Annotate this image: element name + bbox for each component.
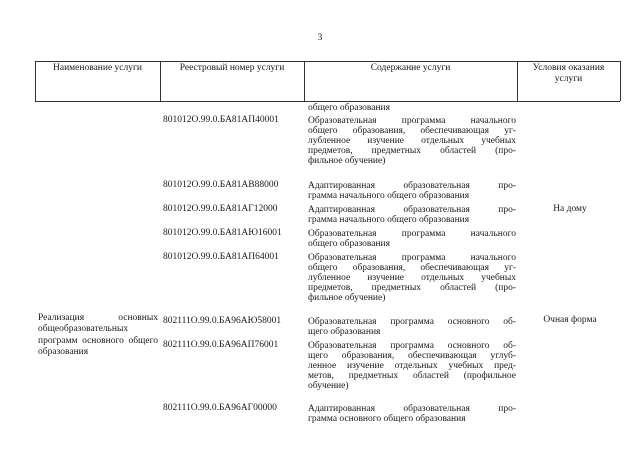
service-content-line: лубленное изучение отдельных учебных: [308, 135, 516, 146]
service-content: [308, 404, 516, 424]
header-top-border: [35, 61, 620, 62]
registry-number: 802111О.99.0.БА96АП76001: [163, 340, 279, 350]
header-conditions: [517, 63, 620, 85]
service-content: [308, 229, 516, 249]
service-content-line: Адаптированная образовательная про-: [308, 403, 516, 414]
registry-number: 801012О.99.0.БА81АП40001: [163, 115, 279, 125]
service-content: [308, 253, 516, 304]
service-content: [308, 341, 516, 392]
header-service-name: Наименование услуги: [53, 63, 142, 73]
service-content-line: лубленное изучение отдельных учебных: [308, 272, 516, 283]
service-content-line: грамма основного общего образования: [308, 413, 466, 424]
service-content-line: грамма начального общего образования: [308, 190, 470, 201]
service-name: Реализация основных общеобразовательных программ основного общего образования: [38, 313, 158, 357]
service-content-line: Образовательная программа начального: [308, 115, 516, 126]
header-divider: [620, 61, 621, 101]
service-content: [308, 181, 516, 201]
service-content-line: щего образования, обеспечивающая углуб-: [308, 350, 516, 361]
service-content-line: общего образования: [308, 238, 391, 249]
service-content-line: Адаптированная образовательная про-: [308, 204, 516, 215]
registry-number: 802111О.99.0.БА96АЮ58001: [163, 316, 282, 326]
service-content-line: Образовательная программа начального: [308, 228, 516, 239]
condition-full-time: Очная форма: [543, 315, 597, 325]
service-content-line: Адаптированная образовательная про-: [308, 180, 516, 191]
service-content-line: ленное изучение отдельных учебных пред-: [308, 360, 516, 371]
service-content-line: щего образования: [308, 326, 381, 337]
service-content-line: общего образования, обеспечивающая уг-: [308, 125, 516, 136]
header-bottom-border: [35, 101, 620, 102]
service-content-line: Образовательная программа начального: [308, 252, 516, 263]
header-conditions-line1: Условия оказания: [532, 63, 605, 73]
registry-number: 801012О.99.0.БА81АЮ16001: [163, 228, 282, 238]
service-content: [308, 317, 516, 337]
header-conditions-line2: услуги: [554, 74, 583, 84]
service-content-line: обучение): [308, 381, 349, 392]
service-content-line: фильное обучение): [308, 156, 386, 167]
page-number: 3: [317, 33, 323, 43]
registry-number: 802111О.99.0.БА96АГ00000: [163, 403, 277, 413]
service-content-line: общего образования, обеспечивающая уг-: [308, 262, 516, 273]
condition-home: На дому: [553, 204, 587, 214]
service-content-line: предметов, предметных областей (про-: [308, 146, 516, 157]
continuation-text: общего образования: [308, 103, 391, 113]
service-content-line: Образовательная программа основного об-: [308, 316, 516, 327]
service-content-line: предметов, предметных областей (про-: [308, 283, 516, 294]
registry-number: 801012О.99.0.БА81АВ88000: [163, 180, 279, 190]
header-registry-number: Реестровый номер услуги: [179, 63, 285, 73]
service-content: [308, 116, 516, 167]
service-content: [308, 205, 516, 225]
registry-number: 801012О.99.0.БА81АГ12000: [163, 204, 278, 214]
service-content-line: грамма начального общего образования: [308, 214, 470, 225]
registry-number: 801012О.99.0.БА81АП64001: [163, 252, 279, 262]
service-content-line: Образовательная программа основного об-: [308, 340, 516, 351]
service-content-line: фильное обучение): [308, 293, 386, 304]
header-content: Содержание услуги: [370, 63, 451, 73]
service-content-line: метов, предметных областей (профильное: [308, 371, 516, 382]
